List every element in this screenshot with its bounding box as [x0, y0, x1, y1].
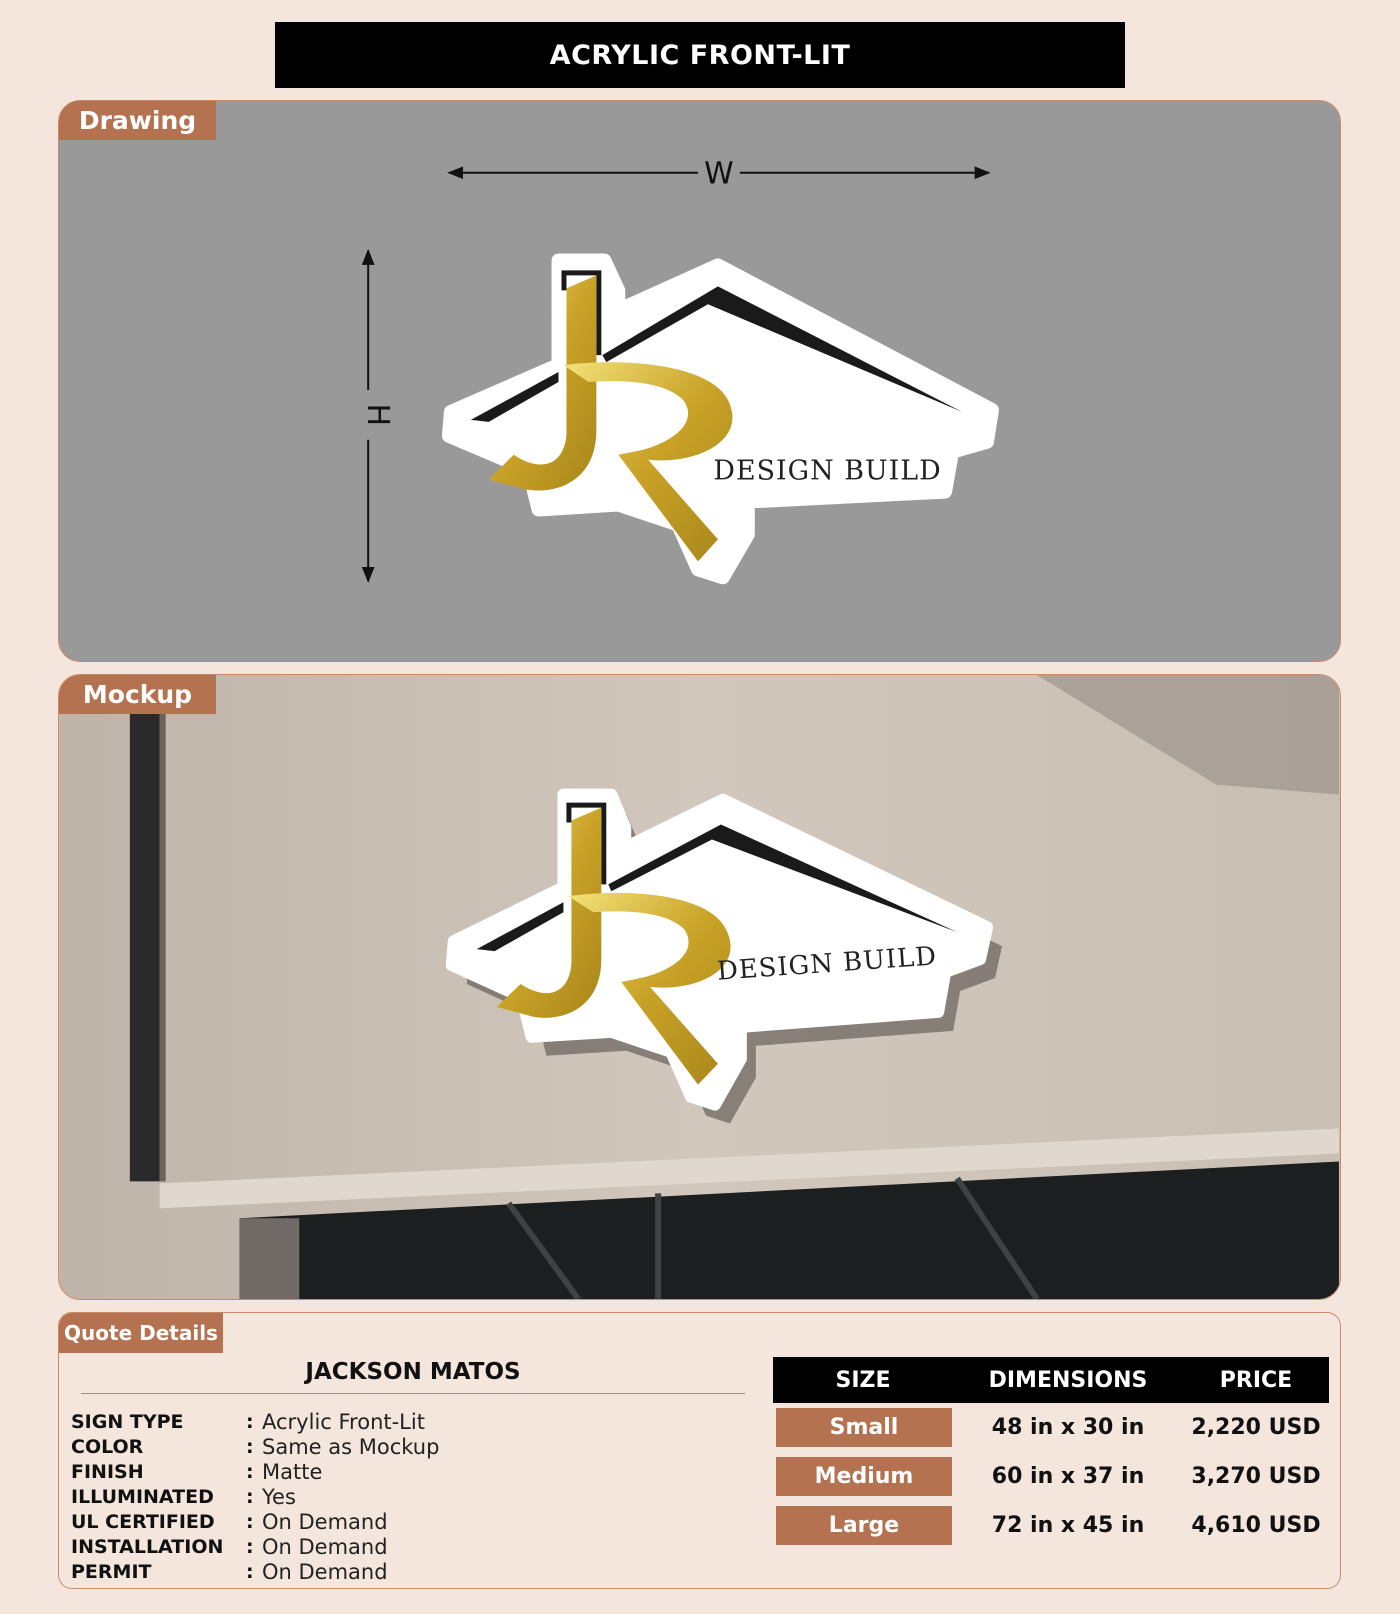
drawing-tag: Drawing: [59, 101, 216, 140]
header-price: PRICE: [1219, 1367, 1293, 1393]
spec-label: PERMIT: [71, 1560, 152, 1583]
table-row: [773, 1501, 1329, 1550]
price-cell: 4,610 USD: [1191, 1513, 1321, 1538]
spec-label: ILLUMINATED: [71, 1485, 214, 1508]
customer-name: JACKSON MATOS: [81, 1359, 745, 1394]
dimensions-cell: 72 in x 45 in: [991, 1513, 1145, 1538]
table-row: [773, 1452, 1329, 1501]
spec-colon: :: [246, 1535, 254, 1558]
dimensions-cell: 60 in x 37 in: [991, 1464, 1145, 1489]
spec-row-finish: [71, 1459, 439, 1484]
spec-label: INSTALLATION: [71, 1535, 224, 1558]
page-title: ACRYLIC FRONT-LIT: [275, 22, 1125, 88]
spec-value: Acrylic Front-Lit: [262, 1409, 425, 1434]
spec-value: On Demand: [262, 1559, 388, 1584]
spec-colon: :: [246, 1560, 254, 1583]
mockup-photo: [59, 675, 1340, 1299]
spec-colon: :: [246, 1510, 254, 1533]
quote-details-tag: Quote Details: [59, 1313, 223, 1353]
logo-text: DESIGN BUILD: [713, 455, 942, 487]
spec-colon: :: [246, 1410, 254, 1433]
mockup-logo-text: DESIGN BUILD: [716, 941, 938, 987]
mockup-panel: [58, 674, 1341, 1300]
spec-colon: :: [246, 1435, 254, 1458]
spec-list: [71, 1409, 439, 1584]
spec-row-sign-type: [71, 1409, 439, 1434]
spec-value: Yes: [262, 1484, 296, 1509]
price-cell: 3,270 USD: [1191, 1464, 1321, 1489]
spec-value: On Demand: [262, 1534, 388, 1559]
spec-label: COLOR: [71, 1435, 144, 1458]
spec-row-color: [71, 1434, 439, 1459]
mockup-tag: Mockup: [59, 675, 216, 714]
spec-label: FINISH: [71, 1460, 144, 1483]
spec-row-permit: [71, 1559, 439, 1584]
spec-colon: :: [246, 1485, 254, 1508]
width-dimension: [449, 157, 989, 192]
quote-details-panel: [58, 1312, 1341, 1589]
spec-value: Same as Mockup: [262, 1434, 440, 1459]
spec-row-ul-certified: [71, 1509, 439, 1534]
spec-row-illuminated: [71, 1484, 439, 1509]
spec-row-installation: [71, 1534, 439, 1559]
spec-value: Matte: [262, 1459, 323, 1484]
dimensions-cell: 48 in x 30 in: [991, 1415, 1145, 1440]
height-label: H: [360, 403, 396, 427]
drawing-illustration: [59, 101, 1340, 661]
size-large-badge: Large: [776, 1506, 952, 1545]
spec-colon: :: [246, 1460, 254, 1483]
pricing-table: [773, 1357, 1329, 1550]
logo-sign: [449, 260, 992, 577]
height-dimension: [360, 250, 395, 581]
spec-label: SIGN TYPE: [71, 1410, 184, 1433]
pricing-table-header: [773, 1357, 1329, 1403]
header-dimensions: DIMENSIONS: [988, 1367, 1148, 1393]
price-cell: 2,220 USD: [1191, 1415, 1321, 1440]
size-medium-badge: Medium: [776, 1457, 952, 1496]
spec-value: On Demand: [262, 1509, 388, 1534]
table-row: [773, 1403, 1329, 1452]
size-small-badge: Small: [776, 1408, 952, 1447]
drawing-panel: [58, 100, 1341, 662]
header-size: SIZE: [835, 1367, 891, 1393]
width-label: W: [704, 156, 734, 192]
spec-label: UL CERTIFIED: [71, 1510, 215, 1533]
